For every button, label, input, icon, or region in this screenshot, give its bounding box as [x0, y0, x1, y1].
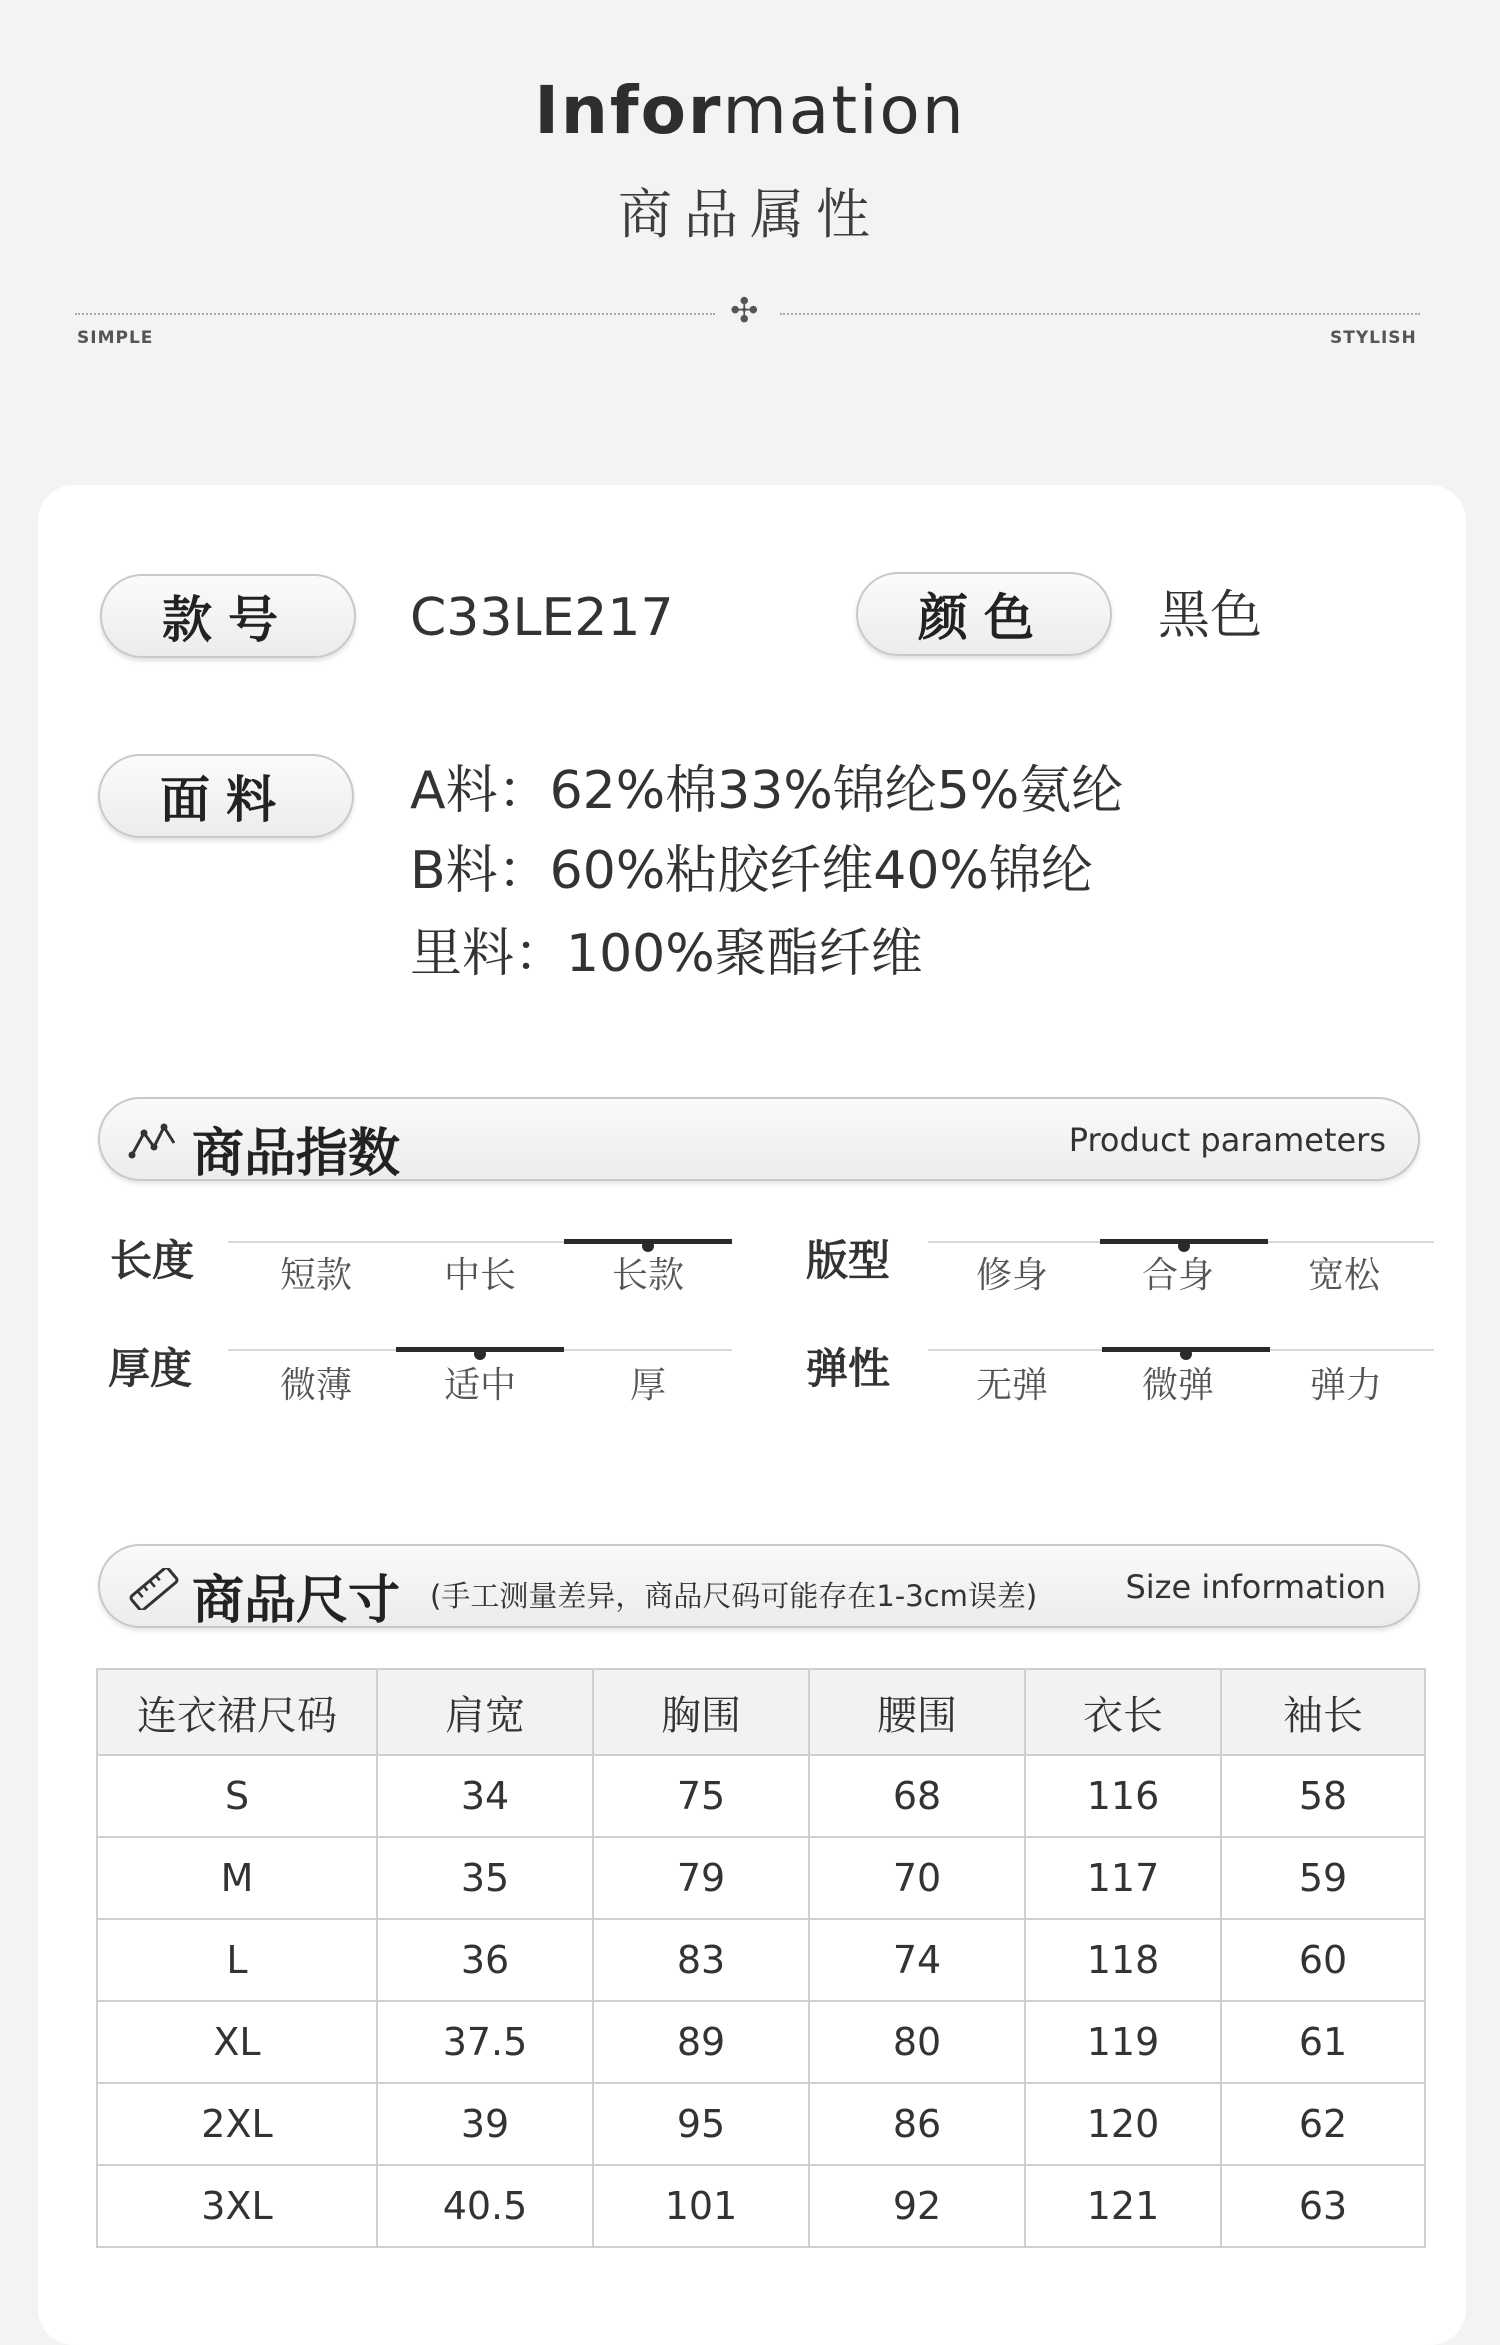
- column-header: 袖长: [1221, 1669, 1425, 1755]
- table-cell: 92: [809, 2165, 1025, 2247]
- table-cell: 60: [1221, 1919, 1425, 2001]
- page-subtitle: 商品属性: [618, 183, 882, 246]
- scale-option: 微薄: [279, 1365, 352, 1406]
- table-cell: 68: [809, 1755, 1025, 1837]
- page-title-rest: mation: [722, 72, 966, 149]
- table-cell: 121: [1025, 2165, 1221, 2247]
- scale-option: 长款: [611, 1255, 684, 1296]
- table-row: [97, 1919, 1425, 2001]
- table-cell: 74: [809, 1919, 1025, 2001]
- divider-right: [780, 313, 1420, 315]
- scale-label-elasticity: 弹性: [806, 1344, 891, 1393]
- scale-option: 宽松: [1307, 1255, 1380, 1296]
- column-header: 连衣裙尺码: [97, 1669, 377, 1755]
- color-label: 颜色: [856, 572, 1112, 656]
- table-cell: 101: [593, 2165, 809, 2247]
- fabric-label: 面料: [98, 754, 354, 838]
- table-cell: 2XL: [97, 2083, 377, 2165]
- table-cell: 61: [1221, 2001, 1425, 2083]
- tag-simple: SIMPLE: [77, 328, 154, 348]
- scale-option: 适中: [443, 1365, 516, 1406]
- table-cell: 120: [1025, 2083, 1221, 2165]
- scale-selected-dot: [474, 1348, 486, 1360]
- scale-selected-dot: [1178, 1240, 1190, 1252]
- scale-selected-dot: [1180, 1348, 1192, 1360]
- scale-option: 短款: [279, 1255, 352, 1296]
- table-row: [97, 1837, 1425, 1919]
- table-cell: 37.5: [377, 2001, 593, 2083]
- table-cell: 3XL: [97, 2165, 377, 2247]
- column-header: 胸围: [593, 1669, 809, 1755]
- fabric-line-b: B料：60%粘胶纤维40%锦纶: [410, 841, 1093, 901]
- table-cell: M: [97, 1837, 377, 1919]
- table-cell: 95: [593, 2083, 809, 2165]
- table-row: [97, 1755, 1425, 1837]
- table-cell: 83: [593, 1919, 809, 2001]
- color-value: 黑色: [1158, 586, 1263, 646]
- size-table: [96, 1668, 1426, 2248]
- table-row: [97, 2001, 1425, 2083]
- table-row: [97, 2165, 1425, 2247]
- scale-option: 弹力: [1309, 1365, 1382, 1406]
- table-cell: 70: [809, 1837, 1025, 1919]
- scale-selected-dot: [642, 1240, 654, 1252]
- table-cell: 58: [1221, 1755, 1425, 1837]
- table-header-row: [97, 1669, 1425, 1755]
- table-cell: 35: [377, 1837, 593, 1919]
- table-cell: 86: [809, 2083, 1025, 2165]
- table-cell: 62: [1221, 2083, 1425, 2165]
- table-cell: L: [97, 1919, 377, 2001]
- scale-label-thickness: 厚度: [108, 1344, 193, 1393]
- table-row: [97, 2083, 1425, 2165]
- scale-option: 无弹: [975, 1365, 1048, 1406]
- table-cell: 36: [377, 1919, 593, 2001]
- fabric-line-a: A料：62%棉33%锦纶5%氨纶: [410, 761, 1124, 821]
- page-title: [0, 72, 1500, 149]
- table-cell: S: [97, 1755, 377, 1837]
- table-cell: 59: [1221, 1837, 1425, 1919]
- table-cell: 116: [1025, 1755, 1221, 1837]
- table-cell: 117: [1025, 1837, 1221, 1919]
- table-cell: 119: [1025, 2001, 1221, 2083]
- scale-label-fit: 版型: [806, 1236, 891, 1285]
- trend-line-icon: [128, 1121, 178, 1165]
- scale-option: 微弹: [1141, 1365, 1214, 1406]
- size-info-note: (手工测量差异，商品尺码可能存在1-3cm误差): [430, 1579, 1038, 1613]
- table-cell: 39: [377, 2083, 593, 2165]
- table-cell: 63: [1221, 2165, 1425, 2247]
- divider-left: [75, 313, 715, 315]
- page-title-bold: Infor: [534, 72, 723, 149]
- size-info-english: Size information: [1125, 1568, 1386, 1606]
- column-header: 肩宽: [377, 1669, 593, 1755]
- ruler-icon: [128, 1568, 180, 1614]
- table-cell: XL: [97, 2001, 377, 2083]
- fabric-line-lining: 里料：100%聚酯纤维: [410, 924, 923, 984]
- size-info-title: 商品尺寸: [192, 1571, 401, 1631]
- crosshair-icon: ✣: [730, 291, 759, 331]
- column-header: 腰围: [809, 1669, 1025, 1755]
- product-params-banner: [98, 1097, 1420, 1184]
- table-cell: 89: [593, 2001, 809, 2083]
- tag-stylish: STYLISH: [1330, 328, 1417, 348]
- style-number-label: 款号: [100, 574, 356, 658]
- table-cell: 80: [809, 2001, 1025, 2083]
- scale-label-length: 长度: [110, 1236, 195, 1285]
- column-header: 衣长: [1025, 1669, 1221, 1755]
- product-params-title: 商品指数: [192, 1124, 401, 1184]
- style-number-value: C33LE217: [410, 588, 674, 648]
- table-cell: 118: [1025, 1919, 1221, 2001]
- size-info-banner: [98, 1544, 1420, 1631]
- scale-option: 厚: [629, 1365, 666, 1406]
- scale-option: 修身: [975, 1255, 1048, 1296]
- table-cell: 40.5: [377, 2165, 593, 2247]
- scale-option: 中长: [443, 1255, 516, 1296]
- product-params-english: Product parameters: [1068, 1121, 1386, 1159]
- table-cell: 75: [593, 1755, 809, 1837]
- table-cell: 34: [377, 1755, 593, 1837]
- table-cell: 79: [593, 1837, 809, 1919]
- scale-option: 合身: [1141, 1255, 1214, 1296]
